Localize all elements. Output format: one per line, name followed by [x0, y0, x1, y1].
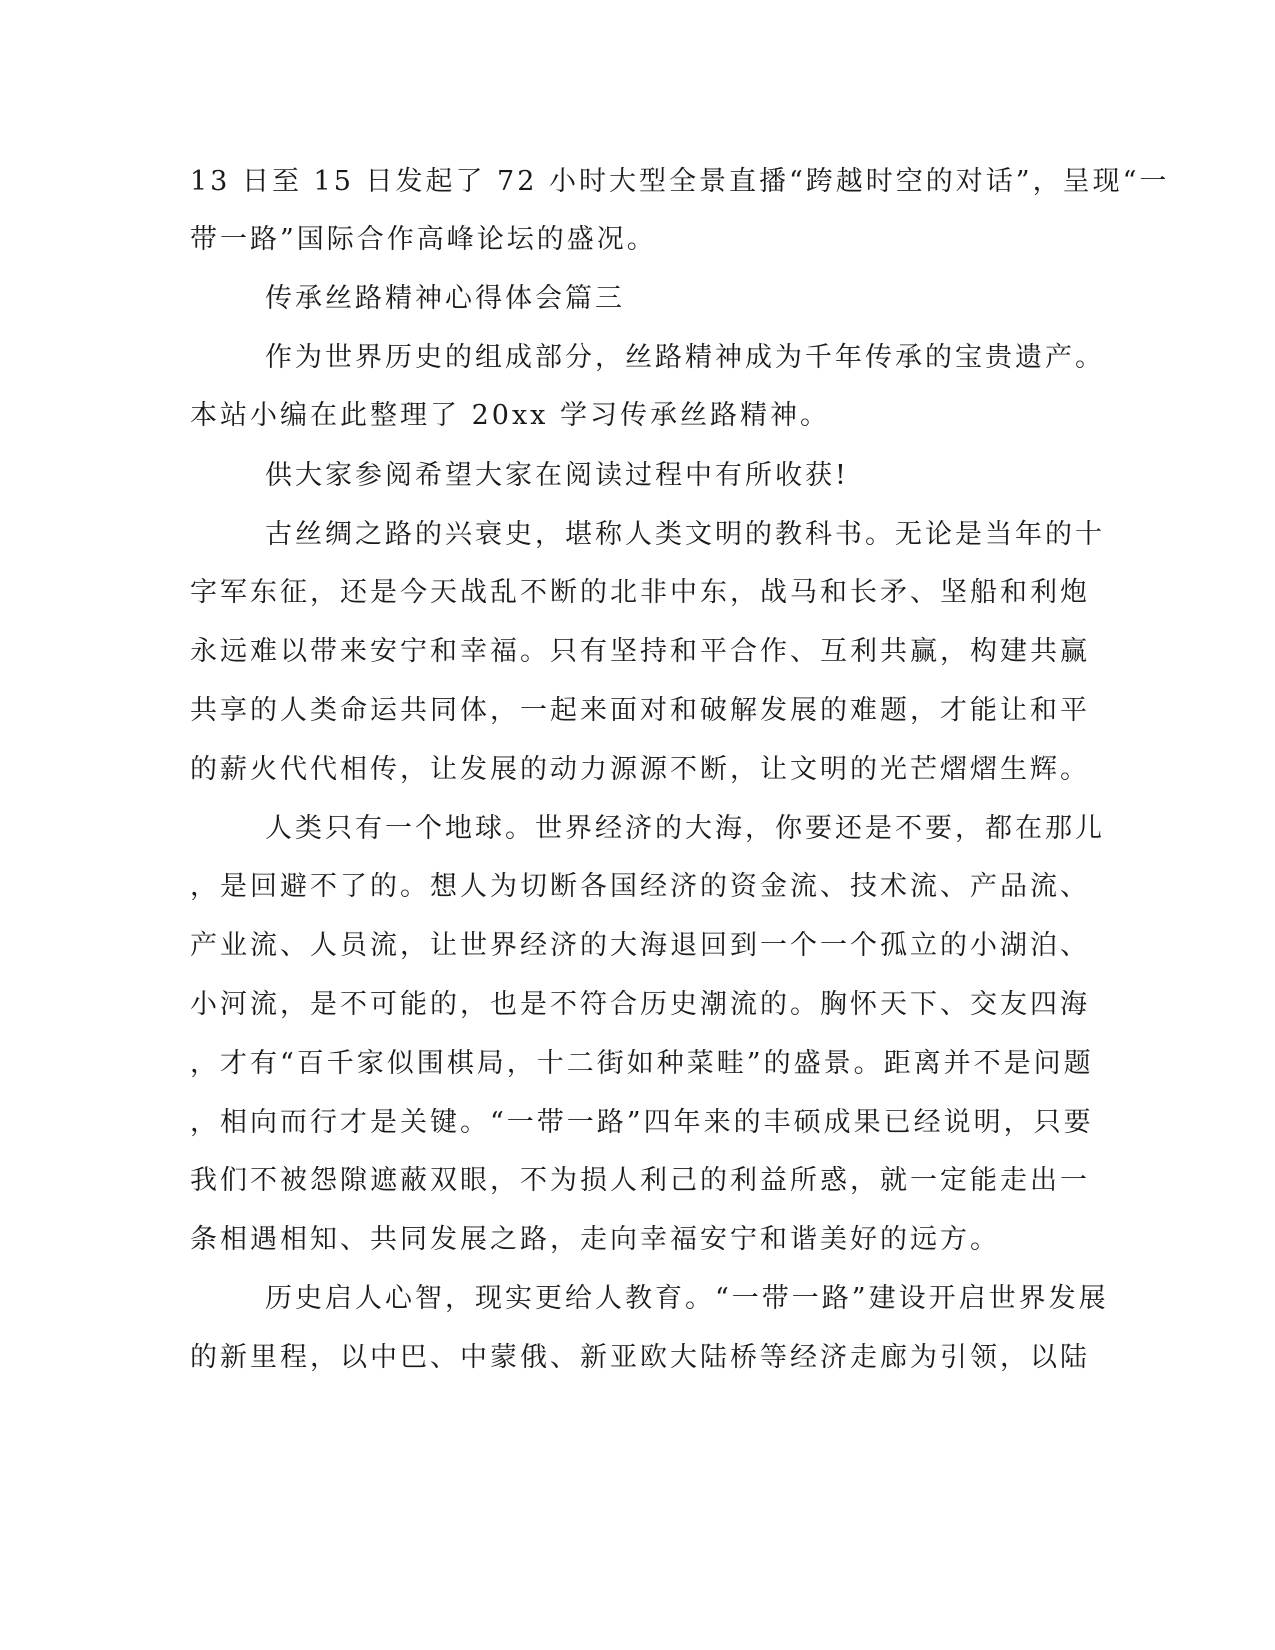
text-line: 人类只有一个地球。世界经济的大海，你要还是不要，都在那儿 — [265, 813, 1105, 844]
text-line: ，才有“百千家似围棋局，十二街如种菜畦”的盛景。距离并不是问题 — [190, 1048, 1094, 1079]
text-line: 古丝绸之路的兴衰史，堪称人类文明的教科书。无论是当年的十 — [265, 519, 1105, 550]
text-line: 本站小编在此整理了 20xx 学习传承丝路精神。 — [190, 400, 830, 431]
text-line: 小河流，是不可能的，也是不符合历史潮流的。胸怀天下、交友四海 — [190, 989, 1090, 1020]
text-line: ，是回避不了的。想人为切断各国经济的资金流、技术流、产品流、 — [190, 871, 1090, 902]
text-line: 作为世界历史的组成部分，丝路精神成为千年传承的宝贵遗产。 — [265, 342, 1105, 373]
text-line: 带一路”国际合作高峰论坛的盛况。 — [190, 224, 657, 255]
text-line: 历史启人心智，现实更给人教育。“一带一路”建设开启世界发展 — [265, 1283, 1109, 1314]
text-line: 的新里程，以中巴、中蒙俄、新亚欧大陆桥等经济走廊为引领，以陆 — [190, 1342, 1090, 1373]
text-line: 永远难以带来安宁和幸福。只有坚持和平合作、互利共赢，构建共赢 — [190, 636, 1090, 667]
text-line: 共享的人类命运共同体，一起来面对和破解发展的难题，才能让和平 — [190, 695, 1090, 726]
text-line: 供大家参阅希望大家在阅读过程中有所收获! — [265, 460, 849, 491]
text-line: ，相向而行才是关键。“一带一路”四年来的丰硕成果已经说明，只要 — [190, 1107, 1094, 1138]
text-line: 条相遇相知、共同发展之路，走向幸福安宁和谐美好的远方。 — [190, 1224, 1000, 1255]
text-line: 13 日至 15 日发起了 72 小时大型全景直播“跨越时空的对话”，呈现“一 — [190, 166, 1170, 197]
text-line: 的薪火代代相传，让发展的动力源源不断，让文明的光芒熠熠生辉。 — [190, 754, 1090, 785]
text-line: 产业流、人员流，让世界经济的大海退回到一个一个孤立的小湖泊、 — [190, 930, 1090, 961]
text-line: 我们不被怨隙遮蔽双眼，不为损人利己的利益所惑，就一定能走出一 — [190, 1165, 1090, 1196]
section-heading: 传承丝路精神心得体会篇三 — [265, 283, 625, 314]
text-line: 字军东征，还是今天战乱不断的北非中东，战马和长矛、坚船和利炮 — [190, 577, 1090, 608]
